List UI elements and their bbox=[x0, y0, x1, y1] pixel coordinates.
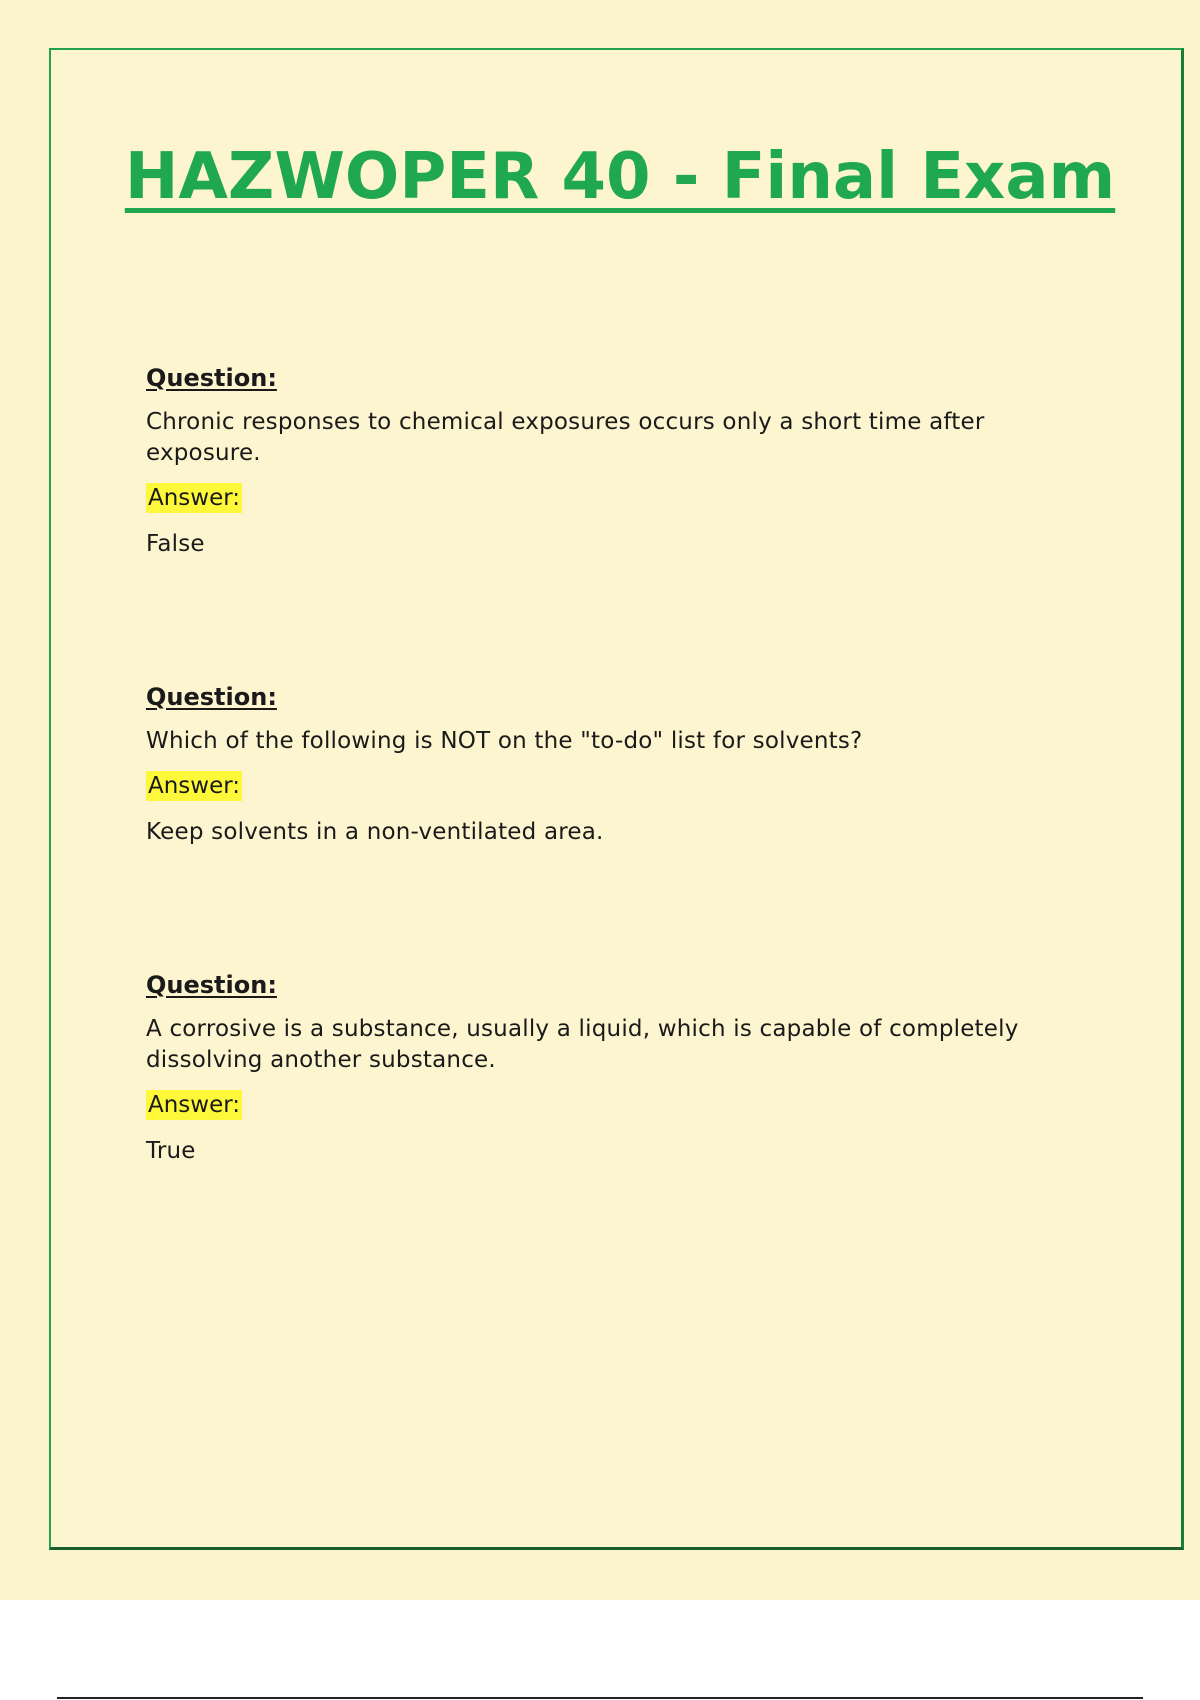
question-text: Which of the following is NOT on the "to-do" list for solvents? bbox=[146, 728, 863, 754]
question-text: Chronic responses to chemical exposures occurs only a short time after exposure. bbox=[146, 409, 985, 466]
question-label: Question: bbox=[146, 971, 277, 999]
answer-text: Keep solvents in a non-ventilated area. bbox=[146, 819, 604, 845]
question-label: Question: bbox=[146, 364, 277, 392]
answer-text: True bbox=[146, 1138, 196, 1164]
question-text: A corrosive is a substance, usually a liquid, which is capable of completely dissolving another substance. bbox=[146, 1016, 1019, 1073]
qa-item-3 bbox=[146, 970, 1066, 1166]
bottom-divider bbox=[57, 1697, 1143, 1699]
page-title-text: HAZWOPER 40 - Final Exam bbox=[124, 140, 1116, 214]
question-label: Question: bbox=[146, 683, 277, 711]
qa-item-1 bbox=[146, 363, 1066, 559]
answer-label: Answer: bbox=[148, 485, 241, 511]
answer-label: Answer: bbox=[148, 773, 241, 799]
answer-label: Answer: bbox=[148, 1092, 241, 1118]
qa-item-2 bbox=[146, 682, 1066, 847]
answer-text: False bbox=[146, 531, 205, 557]
page-title bbox=[0, 140, 1200, 214]
